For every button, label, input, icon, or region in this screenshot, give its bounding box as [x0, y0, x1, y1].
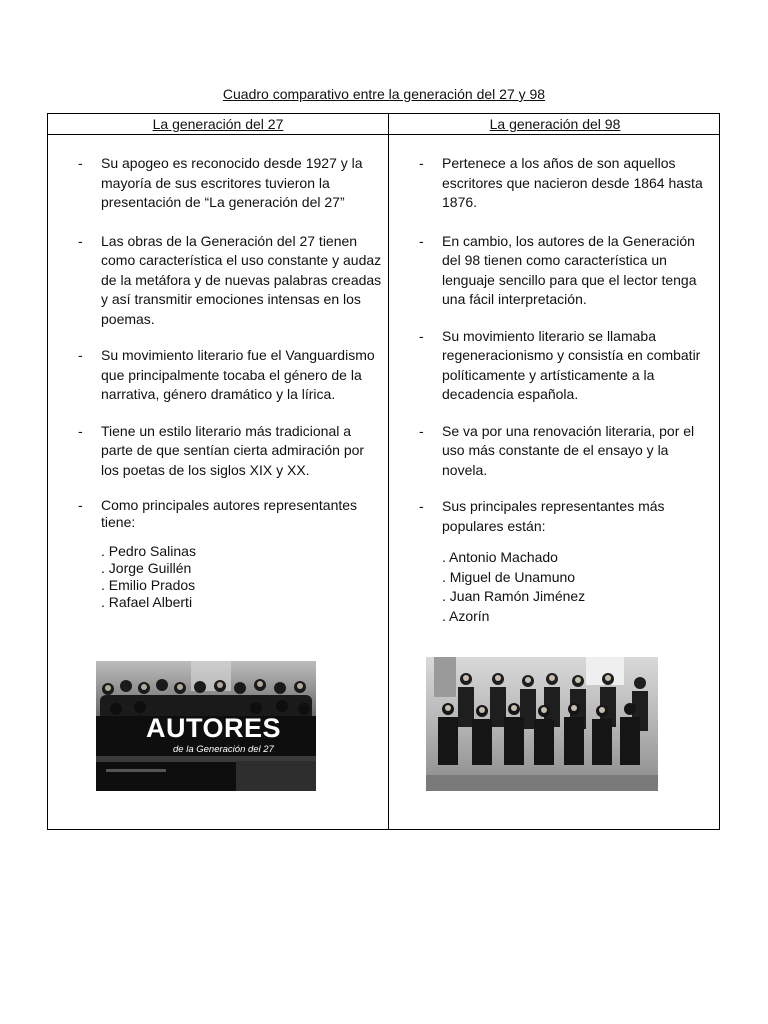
list-item — [73, 232, 383, 330]
bullet-dash: - — [78, 232, 83, 249]
author-name: . Juan Ramón Jiménez — [442, 588, 586, 604]
author-name: . Rafael Alberti — [101, 594, 193, 610]
list-item — [73, 422, 383, 481]
list-item — [414, 497, 714, 626]
authors-list — [101, 543, 383, 611]
comparison-table — [47, 113, 720, 830]
column-generation-27 — [73, 154, 383, 611]
header-divider — [48, 134, 719, 135]
author-name: . Emilio Prados — [101, 577, 196, 593]
generation-98-photo — [426, 657, 658, 791]
generation-27-photo — [96, 661, 316, 791]
list-item — [73, 154, 383, 213]
item-text: En cambio, los autores de la Generación del 98 tienen como característica un lenguaje sencillo para que el lector tenga una fácil interpretación. — [442, 232, 697, 307]
bullet-dash: - — [419, 232, 424, 249]
author-name: . Antonio Machado — [442, 549, 558, 565]
column-generation-98 — [414, 154, 714, 626]
bullet-dash: - — [419, 155, 424, 171]
list-item — [73, 497, 383, 611]
list-item — [73, 346, 383, 405]
bullet-dash: - — [78, 347, 83, 363]
bullet-dash: - — [419, 498, 424, 514]
author-name: . Azorín — [442, 607, 490, 624]
item-text: Se va por una renovación literaria, por el uso más constante de el ensayo y la novela. — [442, 422, 695, 478]
item-text: Como principales autores representantes tiene: — [101, 497, 358, 530]
item-text: Tiene un estilo literario más tradicional a parte de que sentían cierta admiración por los poetas de los siglos XIX y XX. — [101, 422, 365, 478]
bullet-dash: - — [78, 422, 83, 439]
item-text: Pertenece a los años de son aquellos escritores que nacieron desde 1864 hasta 1876. — [442, 155, 703, 210]
bullet-dash: - — [78, 497, 83, 513]
item-text: Su movimiento literario fue el Vanguardismo que principalmente tocaba el género de la narrativa, género dramático y la lírica. — [101, 347, 375, 402]
list-item — [414, 154, 714, 213]
item-text: Sus principales representantes más populares están: — [442, 498, 665, 534]
author-name: . Pedro Salinas — [101, 543, 196, 559]
bullet-dash: - — [419, 327, 424, 344]
bullet-dash: - — [419, 422, 424, 439]
item-text: Su apogeo es reconocido desde 1927 y la mayoría de sus escritores tuvieron la presentación de “La generación del 27” — [101, 155, 363, 210]
photo-subtitle: de la Generación del 27 — [173, 744, 274, 755]
author-name: . Miguel de Unamuno — [442, 568, 576, 585]
bullet-dash: - — [78, 155, 83, 171]
column-divider — [388, 114, 389, 829]
item-text: Su movimiento literario se llamaba regeneracionismo y consistía en combatir políticamente y artísticamente a la decadencia española. — [442, 327, 701, 402]
header-generation-27: La generación del 27 — [152, 116, 284, 132]
header-generation-98: La generación del 98 — [489, 116, 621, 132]
item-text: Las obras de la Generación del 27 tienen como característica el uso constante y audaz de la metáfora y de nuevas palabras creadas y así transmitir emociones intensas en los poemas. — [101, 232, 382, 327]
author-name: . Jorge Guillén — [101, 560, 192, 576]
list-item — [414, 232, 714, 310]
authors-list — [442, 548, 714, 626]
photo-title: AUTORES — [146, 713, 282, 743]
list-item — [414, 327, 714, 405]
document-title: Cuadro comparativo entre la generación del 27 y 98 — [222, 86, 546, 102]
list-item — [414, 422, 714, 481]
